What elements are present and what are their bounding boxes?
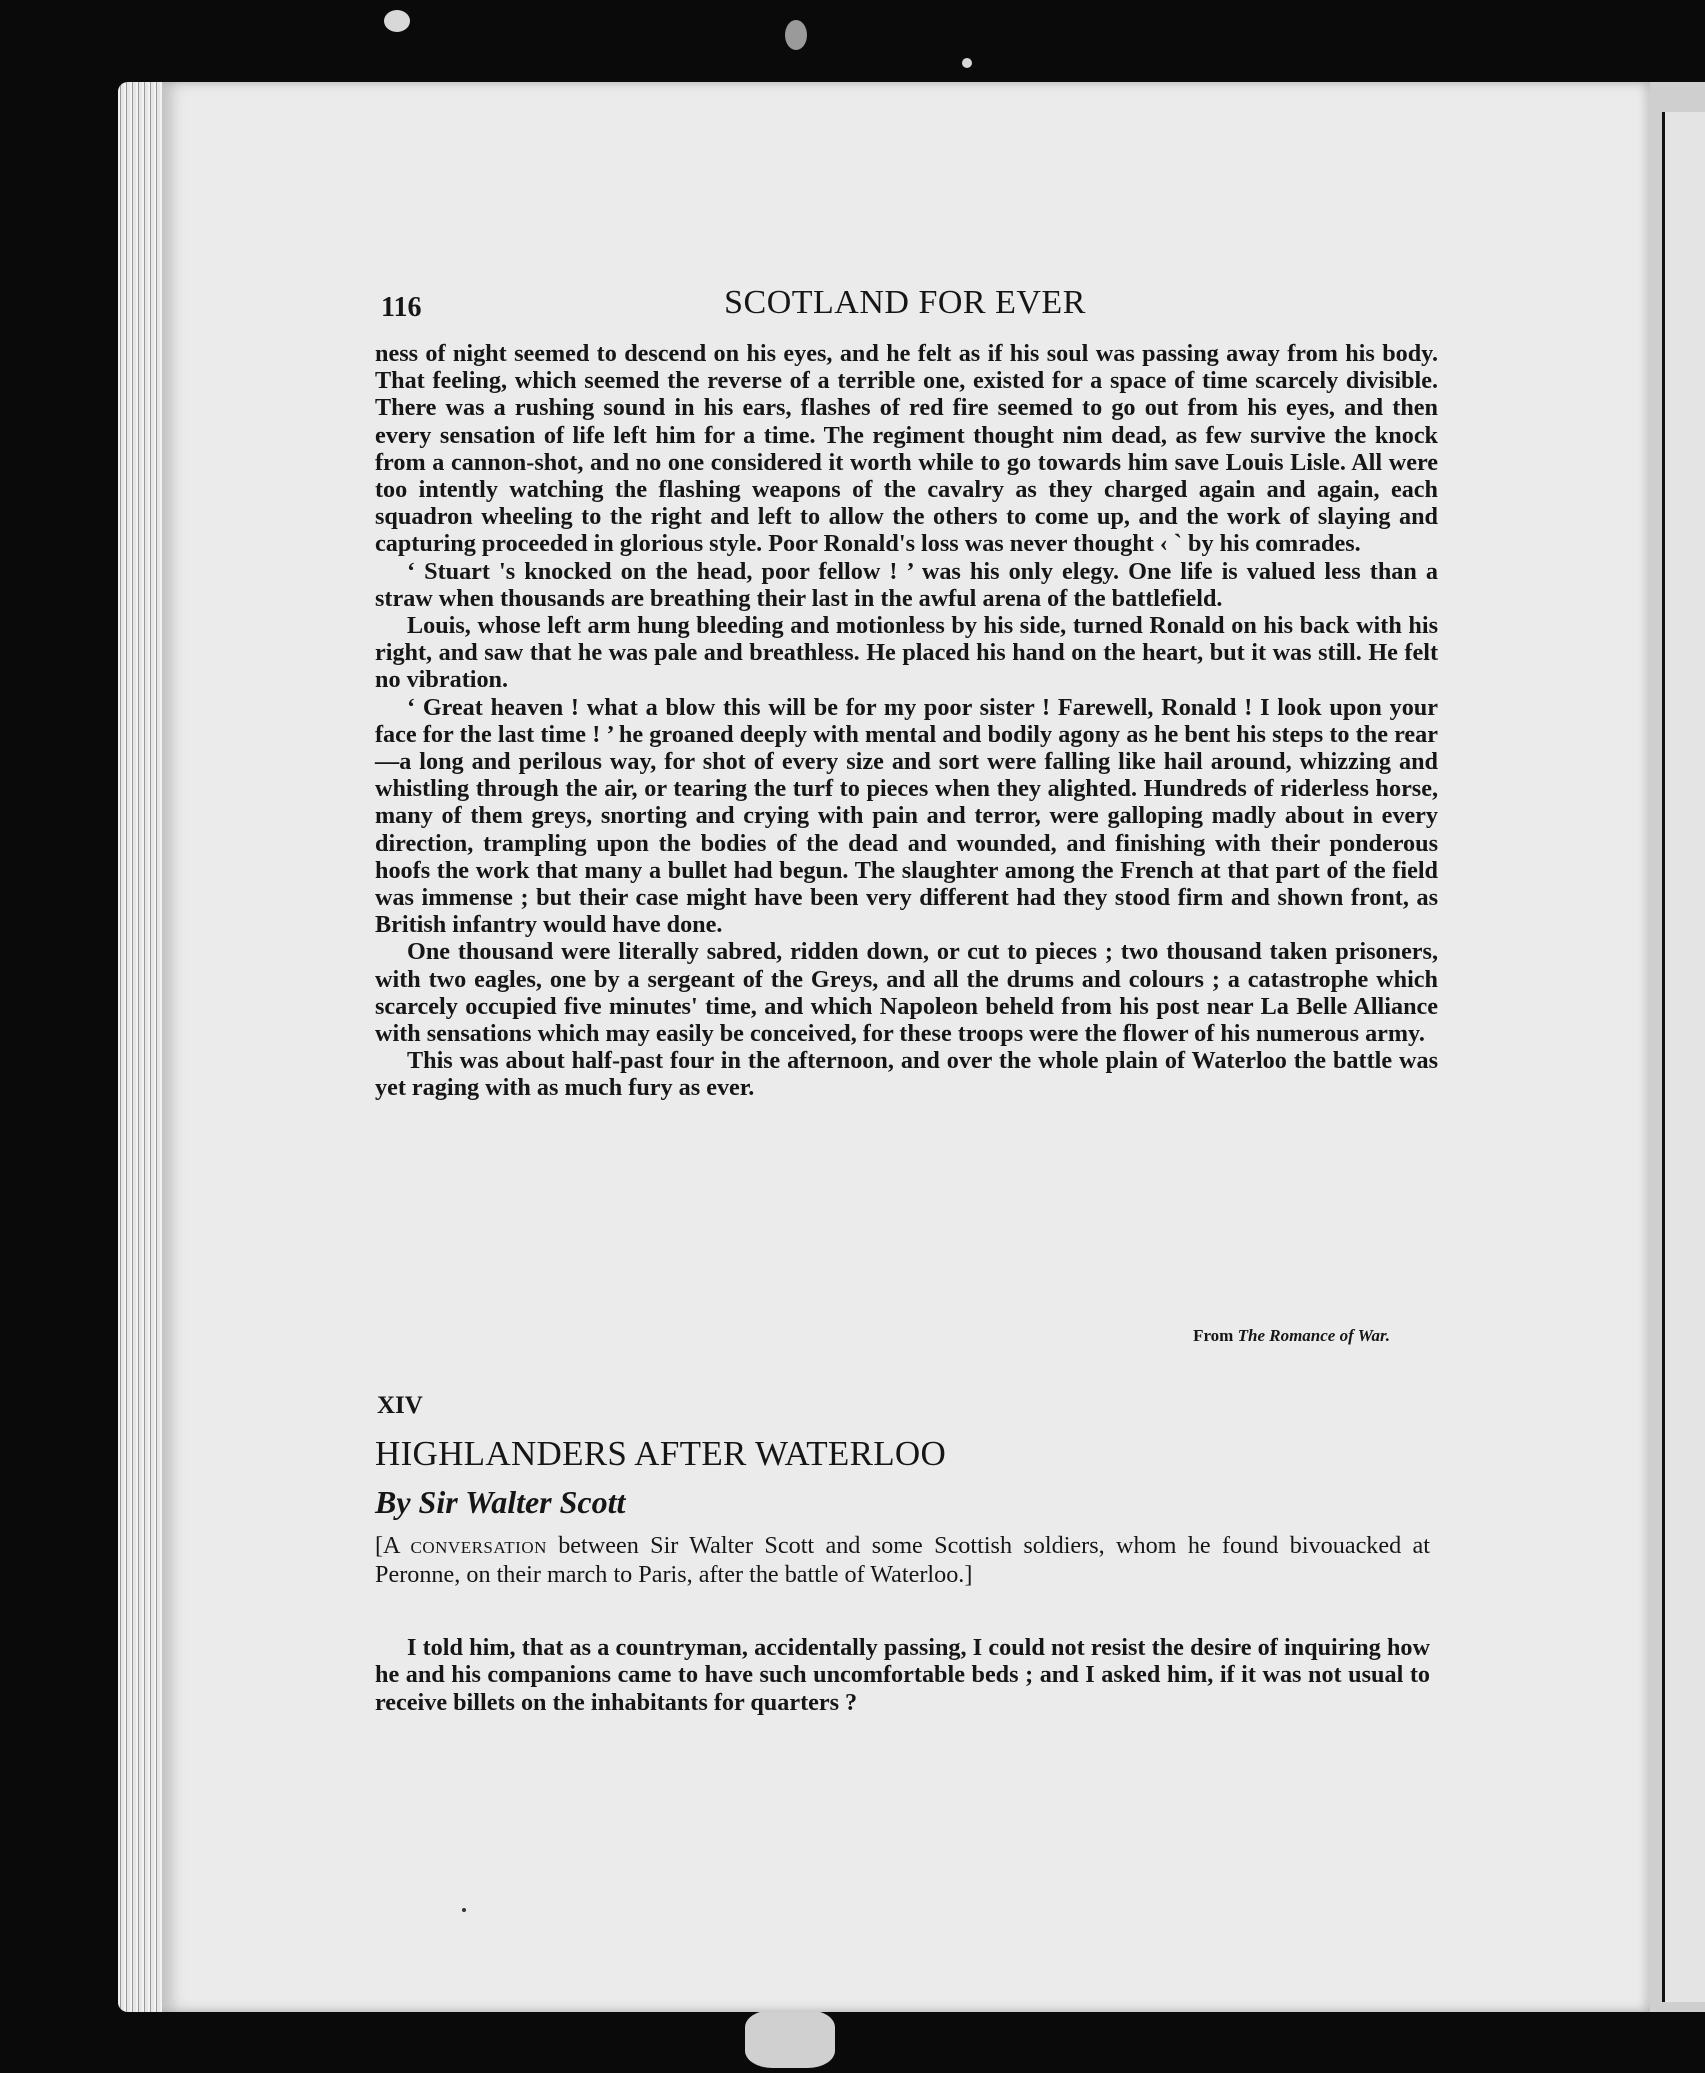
chapter-intro-note bbox=[375, 1532, 1430, 1589]
attribution-prefix: From bbox=[1193, 1326, 1234, 1345]
intro-rest: between Sir Walter Scott and some Scottish soldiers, whom he found bivouacked at Peronne, on their march to Paris, after the battle of Waterloo.] bbox=[375, 1532, 1431, 1589]
paragraph: ‘ Great heaven ! what a blow this will be for my poor sister ! Farewell, Ronald ! I look upon your face for the last time ! ’ he groaned deeply with mental and bodily agony as he bent his steps to the rear—a long and perilous way, for shot of every size and sort were falling like hail around, whizzing and whistling through the air, or tearing the turf to pieces when they alighted. Hundreds of riderless horse, many of them greys, snorting and crying with pain and terror, were galloping madly about in every direction, trampling upon the bodies of the dead and wounded, and finishing with their ponderous hoofs the work that many a bullet had begun. The slaughter among the French at that part of the field was immense ; but their case might have been very different had they stood firm and shown front, as British infantry would have done. bbox=[375, 693, 1438, 939]
attribution bbox=[375, 1326, 1390, 1346]
chapter-number: XIV bbox=[377, 1392, 423, 1419]
paragraph: I told him, that as a countryman, accidentally passing, I could not resist the desire of inquiring how he and his companions came to have such uncomfortable beds ; and I asked him, if it was not usual to receive billets on the inhabitants for quarters ? bbox=[375, 1634, 1430, 1716]
intro-smallcaps: CONVERSATION bbox=[410, 1538, 547, 1557]
chapter-text bbox=[375, 1634, 1430, 1716]
running-header bbox=[375, 284, 1438, 330]
paragraph: Louis, whose left arm hung bleeding and motionless by his side, turned Ronald on his back with his right, and saw that he was pale and breathless. He placed his hand on the heart, but it was still. He felt no vibration. bbox=[375, 612, 1438, 694]
attribution-source: The Romance of War. bbox=[1237, 1326, 1390, 1345]
paragraph: One thousand were literally sabred, ridden down, or cut to pieces ; two thousand taken prisoners, with two eagles, one by a sergeant of the Greys, and all the drums and colours ; a catastrophe which scarcely occupied five minutes' time, and which Napoleon beheld from his post near La Belle Alliance with sensations which may easily be conceived, for these troops were the flower of his numerous army. bbox=[375, 938, 1438, 1048]
chapter-title: HIGHLANDERS AFTER WATERLOO bbox=[375, 1434, 947, 1473]
running-title: SCOTLAND FOR EVER bbox=[724, 284, 1086, 321]
next-page-edge bbox=[1662, 112, 1705, 2002]
scan-dot bbox=[462, 1908, 466, 1912]
body-text bbox=[375, 340, 1438, 1102]
page-content bbox=[375, 0, 1438, 2073]
page-number: 116 bbox=[381, 292, 422, 323]
chapter-author: By Sir Walter Scott bbox=[375, 1484, 626, 1520]
paragraph: This was about half-past four in the afternoon, and over the whole plain of Waterloo the battle was yet raging with as much fury as ever. bbox=[375, 1047, 1438, 1102]
paragraph: ness of night seemed to descend on his eyes, and he felt as if his soul was passing away from his body. That feeling, which seemed the reverse of a terrible one, existed for a space of time scarcely divisible. There was a rushing sound in his ears, flashes of red fire seemed to go out from his eyes, and then every sensation of life left him for a time. The regiment thought nim dead, as few survive the knock from a cannon-shot, and no one considered it worth while to go towards him save Louis Lisle. All were too intently watching the flashing weapons of the cavalry as they charged again and again, each squadron wheeling to the right and left to allow the others to come up, and the work of slaying and capturing proceeded in glorious style. Poor Ronald's loss was never thought ‹ ` by his comrades. bbox=[375, 340, 1438, 558]
intro-open: [A bbox=[375, 1532, 411, 1559]
paragraph: ‘ Stuart 's knocked on the head, poor fellow ! ’ was his only elegy. One life is valued less than a straw when thousands are breathing their last in the awful arena of the battlefield. bbox=[375, 557, 1438, 612]
page-edges bbox=[118, 82, 168, 2012]
